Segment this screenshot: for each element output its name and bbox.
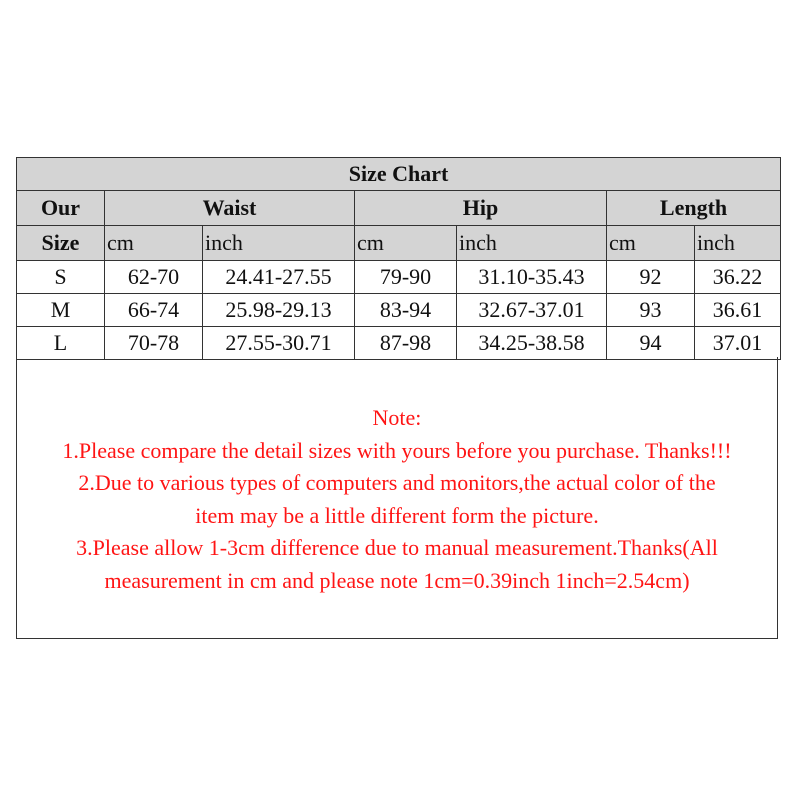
table-row [17,327,781,360]
table-cell: 83-94 [355,294,457,327]
title-row [17,158,781,191]
table-cell: 70-78 [105,327,203,360]
table-cell: 62-70 [105,261,203,294]
table-cell: 34.25-38.58 [457,327,607,360]
note-box [16,357,778,639]
table-cell: 79-90 [355,261,457,294]
unit-header: inch [203,226,355,261]
group-header-row [17,191,781,226]
table-cell: 37.01 [695,327,781,360]
note-line: 2.Due to various types of computers and monitors,the actual color of the [78,470,716,495]
size-label: S [17,261,105,294]
table-cell: 25.98-29.13 [203,294,355,327]
note-heading: Note: [372,405,422,430]
unit-header-row [17,226,781,261]
size-table [16,157,781,360]
waist-header: Waist [105,191,355,226]
table-cell: 24.41-27.55 [203,261,355,294]
size-label: M [17,294,105,327]
size-chart [16,157,780,360]
note-line: 1.Please compare the detail sizes with yours before you purchase. Thanks!!! [62,437,732,463]
size-header-top: Our [17,191,105,226]
table-cell: 66-74 [105,294,203,327]
table-cell: 92 [607,261,695,294]
note-line: 3.Please allow 1-3cm difference due to manual measurement.Thanks(All [76,535,718,560]
note-line: measurement in cm and please note 1cm=0.39inch 1inch=2.54cm) [104,567,690,593]
table-cell: 36.22 [695,261,781,294]
unit-header: cm [105,226,203,261]
table-cell: 36.61 [695,294,781,327]
hip-header: Hip [355,191,607,226]
table-cell: 27.55-30.71 [203,327,355,360]
note-line: item may be a little different form the picture. [195,502,599,528]
unit-header: inch [695,226,781,261]
table-cell: 31.10-35.43 [457,261,607,294]
chart-title: Size Chart [17,158,781,191]
length-header: Length [607,191,781,226]
unit-header: cm [607,226,695,261]
size-header-bottom: Size [17,226,105,261]
table-row [17,261,781,294]
size-label: L [17,327,105,360]
table-cell: 93 [607,294,695,327]
unit-header: cm [355,226,457,261]
table-cell: 94 [607,327,695,360]
unit-header: inch [457,226,607,261]
table-cell: 32.67-37.01 [457,294,607,327]
table-row [17,294,781,327]
table-cell: 87-98 [355,327,457,360]
